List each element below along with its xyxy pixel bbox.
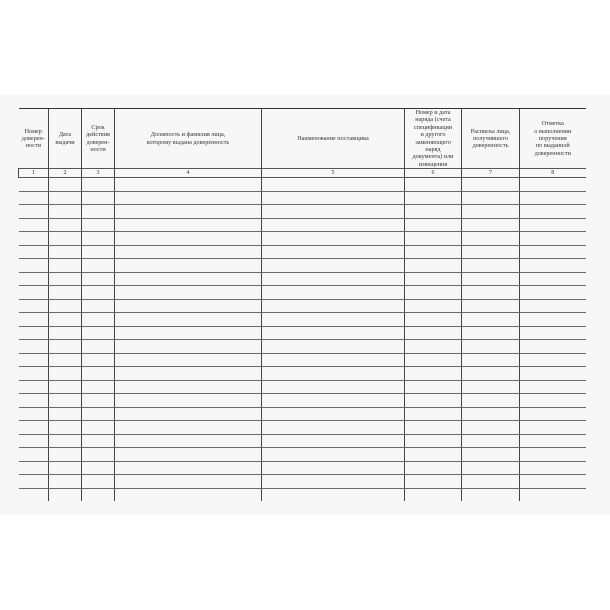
column-number-row [19, 169, 586, 178]
column-number: 2 [49, 169, 82, 178]
table-cell [82, 353, 115, 367]
table-cell [405, 461, 462, 475]
table-cell [49, 232, 82, 246]
table-cell [262, 286, 405, 300]
table-row [19, 448, 586, 462]
table-cell [19, 272, 49, 286]
table-cell [82, 488, 115, 501]
table-cell [82, 448, 115, 462]
table-row [19, 380, 586, 394]
table-cell [520, 286, 586, 300]
table-cell [115, 475, 262, 489]
table-cell [82, 218, 115, 232]
table-cell [262, 178, 405, 192]
table-cell [520, 245, 586, 259]
table-cell [115, 461, 262, 475]
table-cell [82, 326, 115, 340]
table-cell [19, 407, 49, 421]
table-cell [405, 394, 462, 408]
table-cell [520, 326, 586, 340]
table-row [19, 407, 586, 421]
table-cell [49, 178, 82, 192]
table-cell [405, 380, 462, 394]
table-cell [82, 434, 115, 448]
table-cell [462, 488, 520, 501]
table-cell [49, 286, 82, 300]
table-cell [405, 340, 462, 354]
column-header: Наименование поставщика [262, 109, 405, 169]
table-cell [82, 380, 115, 394]
table-cell [520, 367, 586, 381]
table-cell [405, 272, 462, 286]
table-cell [115, 299, 262, 313]
table-cell [19, 367, 49, 381]
table-cell [82, 461, 115, 475]
table-cell [462, 421, 520, 435]
table-cell [49, 380, 82, 394]
column-number: 3 [82, 169, 115, 178]
table-cell [520, 272, 586, 286]
table-row [19, 475, 586, 489]
table-cell [82, 272, 115, 286]
column-header: Номер и дата наряда (счета спецификации и другого заменяющего наряд документа) или извещения [405, 109, 462, 169]
table-row [19, 286, 586, 300]
table-cell [262, 259, 405, 273]
table-row [19, 434, 586, 448]
table-cell [82, 178, 115, 192]
table-cell [462, 353, 520, 367]
table-cell [115, 434, 262, 448]
table-cell [520, 313, 586, 327]
table-cell [49, 218, 82, 232]
table-cell [19, 205, 49, 219]
table-cell [262, 407, 405, 421]
table-cell [115, 394, 262, 408]
table-cell [520, 461, 586, 475]
table-cell [520, 380, 586, 394]
table-cell [19, 394, 49, 408]
table-cell [19, 218, 49, 232]
table-cell [262, 340, 405, 354]
table-cell [462, 461, 520, 475]
table-cell [405, 475, 462, 489]
table-cell [19, 488, 49, 501]
column-header: Отметка о выполнении поручения по выданной доверенности [520, 109, 586, 169]
table-cell [82, 286, 115, 300]
table-cell [82, 313, 115, 327]
table-cell [462, 407, 520, 421]
table-row [19, 245, 586, 259]
table-cell [262, 394, 405, 408]
table-row [19, 340, 586, 354]
table-cell [115, 178, 262, 192]
table-cell [19, 353, 49, 367]
table-cell [405, 353, 462, 367]
table-cell [520, 353, 586, 367]
table-cell [262, 326, 405, 340]
table-cell [115, 232, 262, 246]
table-cell [115, 407, 262, 421]
table-cell [262, 205, 405, 219]
table-cell [405, 218, 462, 232]
column-number: 4 [115, 169, 262, 178]
table-cell [462, 434, 520, 448]
table-cell [19, 299, 49, 313]
table-cell [19, 286, 49, 300]
table-cell [262, 299, 405, 313]
table-cell [49, 353, 82, 367]
table-cell [405, 178, 462, 192]
column-number: 8 [520, 169, 586, 178]
table-cell [19, 326, 49, 340]
column-number: 5 [262, 169, 405, 178]
table-cell [115, 421, 262, 435]
table-cell [262, 313, 405, 327]
table-cell [49, 245, 82, 259]
table-row [19, 367, 586, 381]
table-cell [115, 259, 262, 273]
table-cell [405, 407, 462, 421]
table-cell [462, 340, 520, 354]
table-cell [82, 394, 115, 408]
column-header: Должность и фамилия лица, которому выдана доверенность [115, 109, 262, 169]
table-cell [262, 434, 405, 448]
table-cell [520, 407, 586, 421]
table-cell [462, 191, 520, 205]
table-cell [462, 367, 520, 381]
table-cell [405, 367, 462, 381]
table-cell [462, 394, 520, 408]
table-row [19, 191, 586, 205]
table-cell [520, 421, 586, 435]
table-cell [262, 488, 405, 501]
table-cell [520, 488, 586, 501]
table-cell [82, 191, 115, 205]
table-row [19, 353, 586, 367]
table-cell [82, 421, 115, 435]
table-cell [115, 353, 262, 367]
table-cell [19, 340, 49, 354]
table-cell [115, 218, 262, 232]
table-row [19, 259, 586, 273]
table-cell [520, 299, 586, 313]
table-cell [520, 178, 586, 192]
column-header: Номер доверен- ности [19, 109, 49, 169]
table-cell [405, 421, 462, 435]
table-cell [520, 191, 586, 205]
table-cell [520, 448, 586, 462]
table-cell [49, 461, 82, 475]
table-cell [262, 461, 405, 475]
table-cell [462, 205, 520, 219]
table-cell [115, 340, 262, 354]
table-row [19, 313, 586, 327]
table-row [19, 394, 586, 408]
table-cell [49, 259, 82, 273]
table-cell [462, 475, 520, 489]
table-cell [115, 313, 262, 327]
table-cell [462, 259, 520, 273]
table-cell [405, 245, 462, 259]
table-cell [19, 434, 49, 448]
table-cell [520, 434, 586, 448]
table-cell [405, 205, 462, 219]
column-header: Расписка лица, получившего доверенность [462, 109, 520, 169]
table-cell [405, 434, 462, 448]
table-cell [19, 475, 49, 489]
table-cell [82, 407, 115, 421]
table-cell [462, 218, 520, 232]
table-cell [462, 313, 520, 327]
table-cell [262, 475, 405, 489]
table-cell [262, 421, 405, 435]
table-cell [19, 313, 49, 327]
table-cell [262, 272, 405, 286]
table-cell [262, 191, 405, 205]
table-cell [115, 205, 262, 219]
table-cell [115, 245, 262, 259]
table-cell [462, 272, 520, 286]
column-number: 1 [19, 169, 49, 178]
table-cell [49, 421, 82, 435]
table-cell [462, 245, 520, 259]
table-row [19, 488, 586, 501]
table-cell [49, 272, 82, 286]
table-cell [49, 326, 82, 340]
table-cell [520, 259, 586, 273]
table-cell [462, 286, 520, 300]
power-of-attorney-register-table [18, 108, 586, 501]
table-cell [115, 448, 262, 462]
table-cell [520, 475, 586, 489]
table-cell [262, 367, 405, 381]
table-cell [49, 448, 82, 462]
table-cell [115, 367, 262, 381]
table-row [19, 421, 586, 435]
table-cell [49, 488, 82, 501]
table-cell [520, 394, 586, 408]
table-cell [19, 461, 49, 475]
table-cell [49, 191, 82, 205]
table-cell [462, 326, 520, 340]
table-cell [115, 488, 262, 501]
table-cell [49, 313, 82, 327]
column-header: Дата выдачи [49, 109, 82, 169]
table-body [19, 178, 586, 502]
table-cell [19, 448, 49, 462]
table-cell [262, 353, 405, 367]
table-cell [82, 367, 115, 381]
table-row [19, 272, 586, 286]
table-cell [49, 475, 82, 489]
table-cell [405, 313, 462, 327]
table-cell [82, 340, 115, 354]
column-number: 6 [405, 169, 462, 178]
table-cell [405, 259, 462, 273]
form-sheet [0, 95, 610, 515]
table-cell [49, 340, 82, 354]
table-cell [405, 232, 462, 246]
table-row [19, 461, 586, 475]
table-cell [19, 259, 49, 273]
table-cell [405, 299, 462, 313]
table-cell [462, 380, 520, 394]
table-cell [405, 326, 462, 340]
table-row [19, 299, 586, 313]
table-cell [520, 205, 586, 219]
table-cell [262, 448, 405, 462]
table-cell [115, 380, 262, 394]
table-cell [520, 340, 586, 354]
table-row [19, 232, 586, 246]
table-cell [462, 232, 520, 246]
table-cell [19, 178, 49, 192]
table-cell [405, 488, 462, 501]
table-cell [49, 394, 82, 408]
table-cell [462, 448, 520, 462]
table-cell [49, 367, 82, 381]
table-cell [49, 205, 82, 219]
table-cell [262, 218, 405, 232]
table-cell [19, 191, 49, 205]
table-cell [262, 380, 405, 394]
table-cell [462, 299, 520, 313]
table-cell [115, 272, 262, 286]
table-cell [115, 286, 262, 300]
column-header: Срок действия доверен- ности [82, 109, 115, 169]
table-cell [520, 218, 586, 232]
table-cell [115, 326, 262, 340]
table-cell [49, 407, 82, 421]
table-cell [19, 232, 49, 246]
table-cell [405, 286, 462, 300]
column-number: 7 [462, 169, 520, 178]
table-cell [82, 475, 115, 489]
table-cell [405, 191, 462, 205]
table-cell [115, 191, 262, 205]
table-cell [19, 380, 49, 394]
table-cell [49, 299, 82, 313]
table-header-row [19, 109, 586, 169]
table-row [19, 326, 586, 340]
table-row [19, 218, 586, 232]
table-cell [19, 245, 49, 259]
table-cell [82, 232, 115, 246]
table-cell [82, 245, 115, 259]
table-cell [405, 448, 462, 462]
table-cell [520, 232, 586, 246]
table-cell [262, 245, 405, 259]
table-row [19, 205, 586, 219]
table-cell [49, 434, 82, 448]
table-cell [262, 232, 405, 246]
table-cell [19, 421, 49, 435]
table-cell [82, 205, 115, 219]
table-row [19, 178, 586, 192]
table-cell [82, 259, 115, 273]
table-cell [82, 299, 115, 313]
table-cell [462, 178, 520, 192]
